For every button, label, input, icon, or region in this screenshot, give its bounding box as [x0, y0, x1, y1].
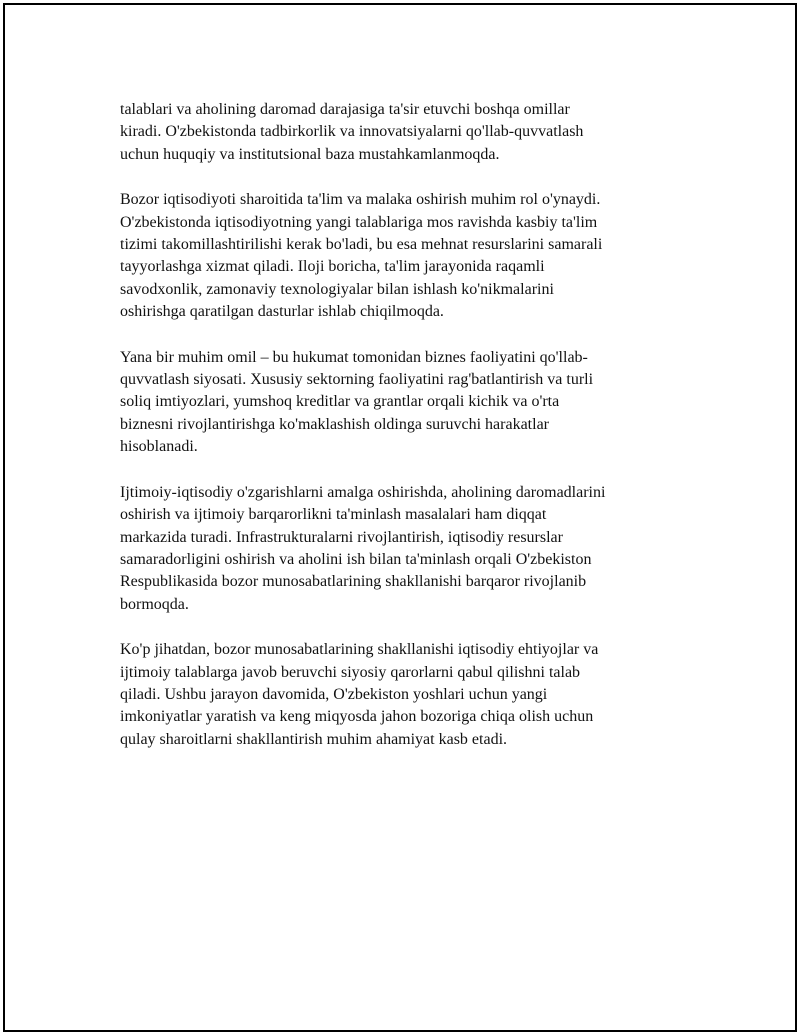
text-line: markazida turadi. Infrastrukturalarni rivojlantirish, iqtisodiy resurslar [120, 528, 563, 546]
text-line: Yana bir muhim omil – bu hukumat tomonidan biznes faoliyatini qo'llab- [120, 348, 588, 366]
text-line: savodxonlik, zamonaviy texnologiyalar bilan ishlash ko'nikmalarini [120, 280, 554, 298]
text-line: qiladi. Ushbu jarayon davomida, O'zbekiston yoshlari uchun yangi [120, 685, 548, 703]
document-body [120, 99, 690, 774]
text-line: ijtimoiy talablarga javob beruvchi siyosiy qarorlarni qabul qilishni talab [120, 663, 581, 681]
text-line: Bozor iqtisodiyoti sharoitida ta'lim va malaka oshirish muhim rol o'ynaydi. [120, 191, 601, 209]
paragraph-5 [120, 639, 690, 751]
text-line: tizimi takomillashtirilishi kerak bo'ladi, bu esa mehnat resurslarini samarali [120, 236, 603, 254]
text-line: soliq imtiyozlari, yumshoq kreditlar va grantlar orqali kichik va o'rta [120, 393, 560, 411]
text-line: quvvatlash siyosati. Xususiy sektorning faoliyatini rag'batlantirish va turli [120, 371, 594, 389]
text-line: oshirish va ijtimoiy barqarorlikni ta'minlash masalalari ham diqqat [120, 506, 547, 524]
text-line: tayyorlashga xizmat qiladi. Iloji boricha, ta'lim jarayonida raqamli [120, 258, 545, 276]
paragraph-2 [120, 189, 690, 323]
text-line: bormoqda. [120, 595, 189, 613]
text-line: samaradorligini oshirish va aholini ish bilan ta'minlash orqali O'zbekiston [120, 550, 592, 568]
paragraph-3 [120, 347, 690, 459]
text-line: uchun huquqiy va institutsional baza mustahkamlanmoqda. [120, 145, 500, 163]
text-line: Ijtimoiy-iqtisodiy o'zgarishlarni amalga oshirishda, aholining daromadlarini [120, 483, 606, 501]
text-line: biznesni rivojlantirishga ko'maklashish oldinga suruvchi harakatlar [120, 415, 549, 433]
text-line: kiradi. O'zbekistonda tadbirkorlik va innovatsiyalarni qo'llab-quvvatlash [120, 123, 584, 141]
text-line: qulay sharoitlarni shakllantirish muhim ahamiyat kasb etadi. [120, 730, 508, 748]
text-line: O'zbekistonda iqtisodiyotning yangi talablariga mos ravishda kasbiy ta'lim [120, 213, 598, 231]
paragraph-4 [120, 482, 690, 616]
text-line: oshirishga qaratilgan dasturlar ishlab chiqilmoqda. [120, 303, 444, 321]
text-line: Ko'p jihatdan, bozor munosabatlarining shakllanishi iqtisodiy ehtiyojlar va [120, 641, 599, 659]
text-line: talablari va aholining daromad darajasiga ta'sir etuvchi boshqa omillar [120, 101, 570, 118]
text-line: Respublikasida bozor munosabatlarining shakllanishi barqaror rivojlanib [120, 573, 587, 591]
text-line: hisoblanadi. [120, 438, 198, 456]
text-line: imkoniyatlar yaratish va keng miqyosda jahon bozoriga chiqa olish uchun [120, 708, 594, 726]
paragraph-1 [120, 99, 690, 166]
page-frame [3, 3, 797, 1032]
